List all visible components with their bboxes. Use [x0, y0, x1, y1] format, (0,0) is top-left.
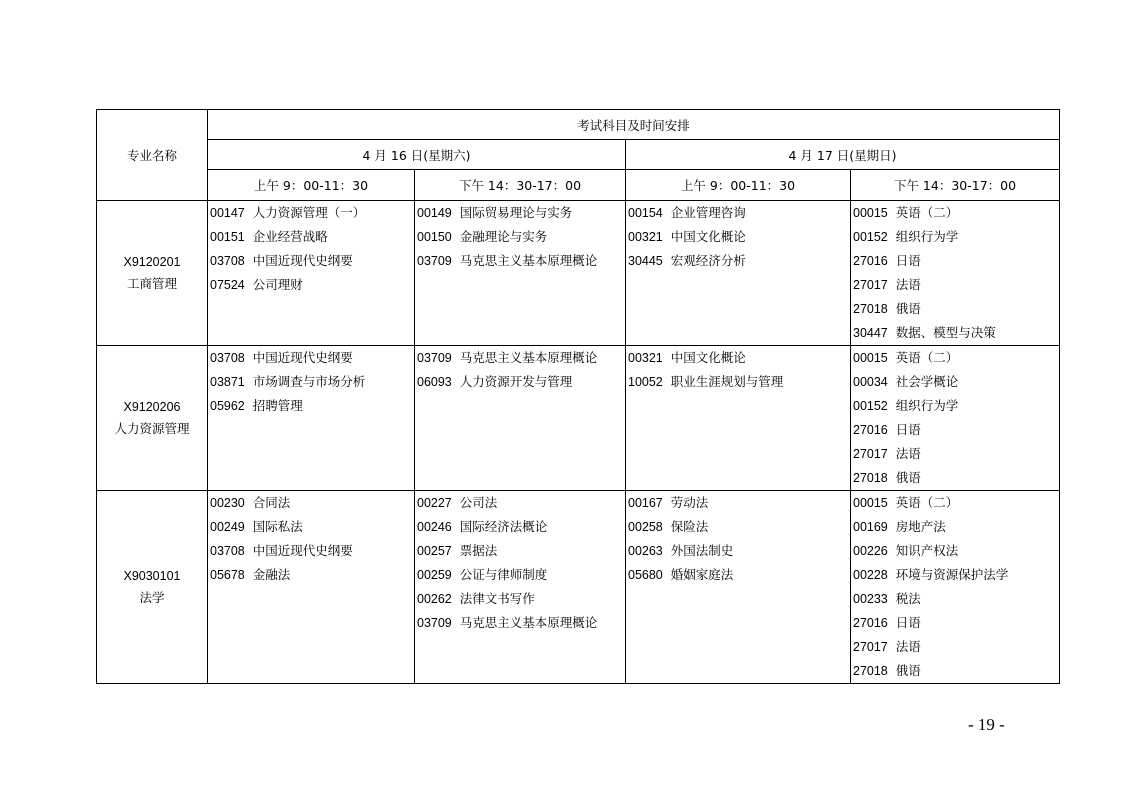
course-name: 合同法 — [252, 495, 291, 510]
course-item — [415, 563, 625, 587]
course-name: 俄语 — [895, 470, 921, 485]
course-code: 00227 — [417, 496, 452, 510]
course-code: 30445 — [628, 254, 663, 268]
course-code: 00169 — [853, 520, 888, 534]
course-code: 27016 — [853, 254, 888, 268]
course-item — [208, 563, 414, 587]
course-name: 职业生涯规划与管理 — [670, 374, 784, 389]
course-item — [851, 587, 1059, 611]
course-item — [208, 201, 414, 225]
course-code: 00228 — [853, 568, 888, 582]
slot-cell — [851, 346, 1060, 491]
course-code: 00154 — [628, 206, 663, 220]
slot-cell — [851, 491, 1060, 684]
course-name: 组织行为学 — [895, 229, 959, 244]
course-code: 00263 — [628, 544, 663, 558]
course-item — [851, 394, 1059, 418]
major-name-header: 专业名称 — [97, 110, 208, 201]
course-code: 00152 — [853, 399, 888, 413]
course-name: 婚姻家庭法 — [670, 567, 734, 582]
course-code: 03709 — [417, 351, 452, 365]
course-item — [851, 515, 1059, 539]
course-name: 法语 — [895, 277, 921, 292]
course-code: 06093 — [417, 375, 452, 389]
course-name: 马克思主义基本原理概论 — [459, 350, 598, 365]
course-item — [208, 225, 414, 249]
course-item — [851, 611, 1059, 635]
major-code: X9120206 — [123, 400, 181, 414]
course-name: 票据法 — [459, 543, 498, 558]
course-code: 27018 — [853, 664, 888, 678]
course-item — [208, 394, 414, 418]
course-code: 00226 — [853, 544, 888, 558]
course-code: 00321 — [628, 230, 663, 244]
slot-cell — [851, 201, 1060, 346]
course-code: 00149 — [417, 206, 452, 220]
course-item — [851, 635, 1059, 659]
course-code: 27017 — [853, 640, 888, 654]
slot-cell — [208, 491, 415, 684]
course-name: 社会学概论 — [895, 374, 959, 389]
course-name: 国际私法 — [252, 519, 303, 534]
major-title: 工商管理 — [126, 276, 177, 291]
course-name: 英语（二） — [895, 205, 959, 220]
course-code: 27018 — [853, 471, 888, 485]
course-code: 00151 — [210, 230, 245, 244]
course-item — [415, 370, 625, 394]
course-item — [851, 225, 1059, 249]
course-item — [851, 563, 1059, 587]
course-item — [415, 587, 625, 611]
course-code: 00147 — [210, 206, 245, 220]
course-name: 市场调查与市场分析 — [252, 374, 366, 389]
major-cell — [97, 201, 208, 346]
course-name: 中国近现代史纲要 — [252, 543, 353, 558]
course-code: 27016 — [853, 616, 888, 630]
course-item — [208, 515, 414, 539]
course-name: 法律文书写作 — [459, 591, 535, 606]
slot-cell — [626, 346, 851, 491]
course-code: 03709 — [417, 616, 452, 630]
course-item — [415, 515, 625, 539]
course-name: 保险法 — [670, 519, 709, 534]
course-code: 00015 — [853, 206, 888, 220]
course-item — [626, 249, 850, 273]
course-item — [415, 611, 625, 635]
course-name: 招聘管理 — [252, 398, 303, 413]
course-name: 日语 — [895, 615, 921, 630]
course-item — [851, 491, 1059, 515]
course-name: 公司法 — [459, 495, 498, 510]
major-cell — [97, 491, 208, 684]
course-item — [851, 201, 1059, 225]
course-name: 组织行为学 — [895, 398, 959, 413]
course-code: 03871 — [210, 375, 245, 389]
course-name: 日语 — [895, 422, 921, 437]
course-item — [851, 442, 1059, 466]
course-code: 00257 — [417, 544, 452, 558]
course-code: 00246 — [417, 520, 452, 534]
course-name: 人力资源开发与管理 — [459, 374, 573, 389]
course-name: 企业管理咨询 — [670, 205, 746, 220]
time-slot-header: 下午 14：30-17：00 — [415, 170, 626, 201]
course-item — [851, 321, 1059, 345]
course-item — [851, 370, 1059, 394]
course-code: 03708 — [210, 351, 245, 365]
course-item — [851, 539, 1059, 563]
course-name: 马克思主义基本原理概论 — [459, 615, 598, 630]
course-item — [851, 249, 1059, 273]
course-code: 00321 — [628, 351, 663, 365]
course-name: 国际经济法概论 — [459, 519, 548, 534]
course-code: 10052 — [628, 375, 663, 389]
course-name: 俄语 — [895, 663, 921, 678]
course-code: 00167 — [628, 496, 663, 510]
course-item — [208, 539, 414, 563]
course-code: 00015 — [853, 351, 888, 365]
course-item — [626, 515, 850, 539]
slot-cell — [626, 491, 851, 684]
course-code: 00230 — [210, 496, 245, 510]
course-name: 法语 — [895, 639, 921, 654]
slot-cell — [415, 346, 626, 491]
time-slot-header: 上午 9：00-11：30 — [626, 170, 851, 201]
course-item — [415, 491, 625, 515]
course-code: 03708 — [210, 544, 245, 558]
course-item — [415, 225, 625, 249]
course-item — [626, 539, 850, 563]
course-item — [851, 466, 1059, 490]
course-item — [851, 273, 1059, 297]
course-code: 00152 — [853, 230, 888, 244]
table-row — [97, 346, 1060, 491]
table-row — [97, 201, 1060, 346]
table-row — [97, 491, 1060, 684]
course-item — [851, 659, 1059, 683]
major-code: X9120201 — [123, 255, 181, 269]
course-name: 国际贸易理论与实务 — [459, 205, 573, 220]
course-code: 03709 — [417, 254, 452, 268]
course-code: 27017 — [853, 278, 888, 292]
course-name: 金融理论与实务 — [459, 229, 548, 244]
course-code: 00249 — [210, 520, 245, 534]
course-name: 英语（二） — [895, 350, 959, 365]
course-code: 05680 — [628, 568, 663, 582]
course-item — [415, 201, 625, 225]
course-name: 房地产法 — [895, 519, 946, 534]
course-item — [208, 491, 414, 515]
course-name: 法语 — [895, 446, 921, 461]
day-header: 4 月 16 日(星期六) — [208, 140, 626, 170]
course-item — [626, 491, 850, 515]
course-item — [415, 346, 625, 370]
course-item — [208, 273, 414, 297]
course-code: 00015 — [853, 496, 888, 510]
course-name: 企业经营战略 — [252, 229, 328, 244]
course-code: 03708 — [210, 254, 245, 268]
course-name: 人力资源管理（一） — [252, 205, 366, 220]
course-code: 00233 — [853, 592, 888, 606]
course-name: 俄语 — [895, 301, 921, 316]
course-item — [626, 563, 850, 587]
course-name: 中国文化概论 — [670, 229, 746, 244]
course-item — [851, 418, 1059, 442]
slot-cell — [626, 201, 851, 346]
course-name: 马克思主义基本原理概论 — [459, 253, 598, 268]
course-name: 日语 — [895, 253, 921, 268]
course-code: 27016 — [853, 423, 888, 437]
course-code: 07524 — [210, 278, 245, 292]
course-item — [626, 346, 850, 370]
course-code: 00262 — [417, 592, 452, 606]
slot-cell — [415, 491, 626, 684]
course-item — [626, 225, 850, 249]
slot-cell — [415, 201, 626, 346]
course-name: 税法 — [895, 591, 921, 606]
major-code: X9030101 — [123, 569, 181, 583]
course-item — [415, 249, 625, 273]
course-name: 外国法制史 — [670, 543, 734, 558]
course-code: 00150 — [417, 230, 452, 244]
day-header: 4 月 17 日(星期日) — [626, 140, 1060, 170]
course-item — [208, 370, 414, 394]
course-name: 数据、模型与决策 — [895, 325, 996, 340]
course-name: 宏观经济分析 — [670, 253, 746, 268]
course-item — [626, 201, 850, 225]
exam-schedule-header: 考试科目及时间安排 — [208, 110, 1060, 140]
course-item — [626, 370, 850, 394]
course-item — [851, 297, 1059, 321]
time-slot-header: 下午 14：30-17：00 — [851, 170, 1060, 201]
course-code: 05962 — [210, 399, 245, 413]
major-cell — [97, 346, 208, 491]
course-code: 27017 — [853, 447, 888, 461]
course-code: 00258 — [628, 520, 663, 534]
course-name: 公证与律师制度 — [459, 567, 548, 582]
course-item — [208, 346, 414, 370]
course-code: 27018 — [853, 302, 888, 316]
course-name: 英语（二） — [895, 495, 959, 510]
course-name: 中国近现代史纲要 — [252, 253, 353, 268]
course-code: 00034 — [853, 375, 888, 389]
course-name: 劳动法 — [670, 495, 709, 510]
course-name: 环境与资源保护法学 — [895, 567, 1009, 582]
slot-cell — [208, 201, 415, 346]
course-name: 金融法 — [252, 567, 291, 582]
course-name: 知识产权法 — [895, 543, 959, 558]
course-name: 中国文化概论 — [670, 350, 746, 365]
slot-cell — [208, 346, 415, 491]
course-code: 30447 — [853, 326, 888, 340]
course-item — [208, 249, 414, 273]
course-name: 公司理财 — [252, 277, 303, 292]
course-code: 00259 — [417, 568, 452, 582]
course-name: 中国近现代史纲要 — [252, 350, 353, 365]
time-slot-header: 上午 9：00-11：30 — [208, 170, 415, 201]
exam-schedule-table — [96, 109, 1060, 684]
course-item — [415, 539, 625, 563]
major-title: 法学 — [139, 590, 165, 605]
course-item — [851, 346, 1059, 370]
page-number: - 19 - — [968, 715, 1005, 734]
major-title: 人力资源管理 — [114, 421, 190, 436]
course-code: 05678 — [210, 568, 245, 582]
